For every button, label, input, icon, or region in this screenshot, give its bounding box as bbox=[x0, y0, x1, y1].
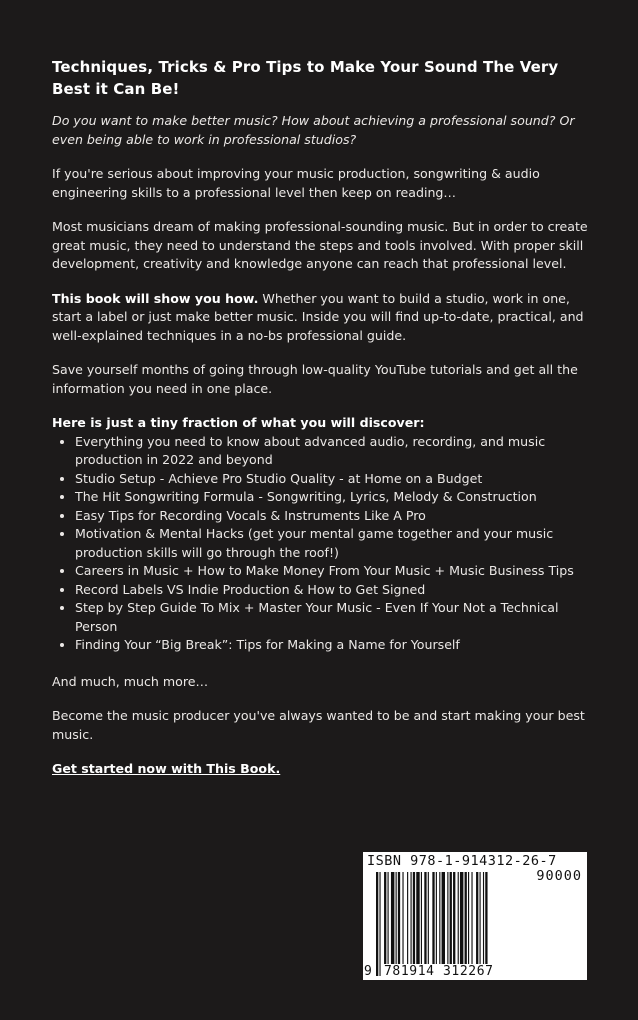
list-item: • Careers in Music + How to Make Money From Your Music + Music Business Tips bbox=[75, 562, 590, 581]
isbn-number: ISBN 978-1-914312-26-7 bbox=[367, 853, 557, 869]
discover-list bbox=[52, 433, 590, 655]
call-to-action: Get started now with This Book. bbox=[52, 761, 281, 776]
barcode-bar bbox=[483, 872, 484, 976]
paragraph-become: Become the music producer you've always wanted to be and start making your best music. bbox=[52, 708, 585, 742]
list-heading: Here is just a tiny fraction of what you will discover: bbox=[52, 415, 425, 430]
paragraph-show-how bbox=[52, 290, 590, 346]
list-item: • Record Labels VS Indie Production & How to Get Signed bbox=[75, 581, 590, 600]
ean-digits: 781914 312267 bbox=[384, 964, 494, 979]
barcode-bar bbox=[485, 872, 487, 976]
barcode-bar bbox=[436, 872, 437, 976]
barcode-bar bbox=[458, 872, 459, 976]
intro-question: Do you want to make better music? How about achieving a professional sound? Or even being able to work in professional studios? bbox=[52, 113, 575, 147]
barcode-bar bbox=[471, 872, 472, 976]
ean-lead-digit: 9 bbox=[364, 964, 372, 979]
show-how-bold: This book will show you how. bbox=[52, 290, 259, 306]
barcode-bar bbox=[450, 872, 452, 976]
show-how-rest: Whether you want to build a studio, work in one, start a label or just make better music. Inside you will find up-to-date, practical, and well-explained techniques in a no-bs professional guide. bbox=[52, 290, 584, 343]
barcode-bar bbox=[421, 872, 422, 976]
headline: Techniques, Tricks & Pro Tips to Make Your Sound The Very Best it Can Be! bbox=[52, 58, 559, 98]
paragraph-more: And much, much more… bbox=[52, 673, 209, 689]
barcode-bar bbox=[476, 872, 478, 976]
barcode-bar bbox=[379, 872, 380, 976]
barcode-bar bbox=[447, 872, 448, 976]
barcode-bar bbox=[376, 872, 378, 976]
barcode-bar bbox=[391, 872, 394, 976]
barcode-bar bbox=[398, 872, 400, 976]
barcode-bar bbox=[402, 872, 403, 976]
barcode-bar bbox=[428, 872, 429, 976]
list-item: • The Hit Songwriting Formula - Songwriting, Lyrics, Melody & Construction bbox=[75, 488, 590, 507]
barcode-bar bbox=[388, 872, 389, 976]
barcode-bar bbox=[416, 872, 419, 976]
barcode-bars bbox=[376, 872, 520, 976]
barcode-bar bbox=[468, 872, 469, 976]
list-item: • Easy Tips for Recording Vocals & Instruments Like A Pro bbox=[75, 507, 590, 526]
barcode-bar bbox=[432, 872, 434, 976]
isbn-barcode bbox=[363, 852, 587, 980]
list-item: • Step by Step Guide To Mix + Master Your Music - Even If Your Not a Technical Person bbox=[75, 599, 590, 636]
paragraph-save: Save yourself months of going through low-quality YouTube tutorials and get all the information you need in one place. bbox=[52, 362, 578, 396]
barcode-bar bbox=[407, 872, 408, 976]
blurb bbox=[52, 56, 590, 779]
barcode-bar bbox=[453, 872, 455, 976]
barcode-bar bbox=[396, 872, 397, 976]
list-item: • Finding Your “Big Break”: Tips for Making a Name for Yourself bbox=[75, 636, 590, 655]
paragraph-dream: Most musicians dream of making professional-sounding music. But in order to create great music, they need to understand the steps and tools involved. With proper skill development, creativity and knowledge anyone can reach that professional level. bbox=[52, 219, 588, 271]
price-code: 90000 bbox=[536, 868, 582, 884]
barcode-bar bbox=[411, 872, 412, 976]
barcode-bar bbox=[439, 872, 440, 976]
barcode-bar bbox=[384, 872, 386, 976]
barcode-bar bbox=[480, 872, 481, 976]
barcode-bar bbox=[442, 872, 445, 976]
list-item: • Everything you need to know about advanced audio, recording, and music production in 2022 and beyond bbox=[75, 433, 590, 470]
list-item: • Studio Setup - Achieve Pro Studio Quality - at Home on a Budget bbox=[75, 470, 590, 489]
barcode-bar bbox=[424, 872, 426, 976]
list-item: • Motivation & Mental Hacks (get your mental game together and your music production skills will go through the roof!) bbox=[75, 525, 590, 562]
barcode-bar bbox=[460, 872, 463, 976]
paragraph-serious: If you're serious about improving your music production, songwriting & audio engineering skills to a professional level then keep on reading… bbox=[52, 166, 540, 200]
barcode-bar bbox=[413, 872, 415, 976]
barcode-bar bbox=[465, 872, 467, 976]
